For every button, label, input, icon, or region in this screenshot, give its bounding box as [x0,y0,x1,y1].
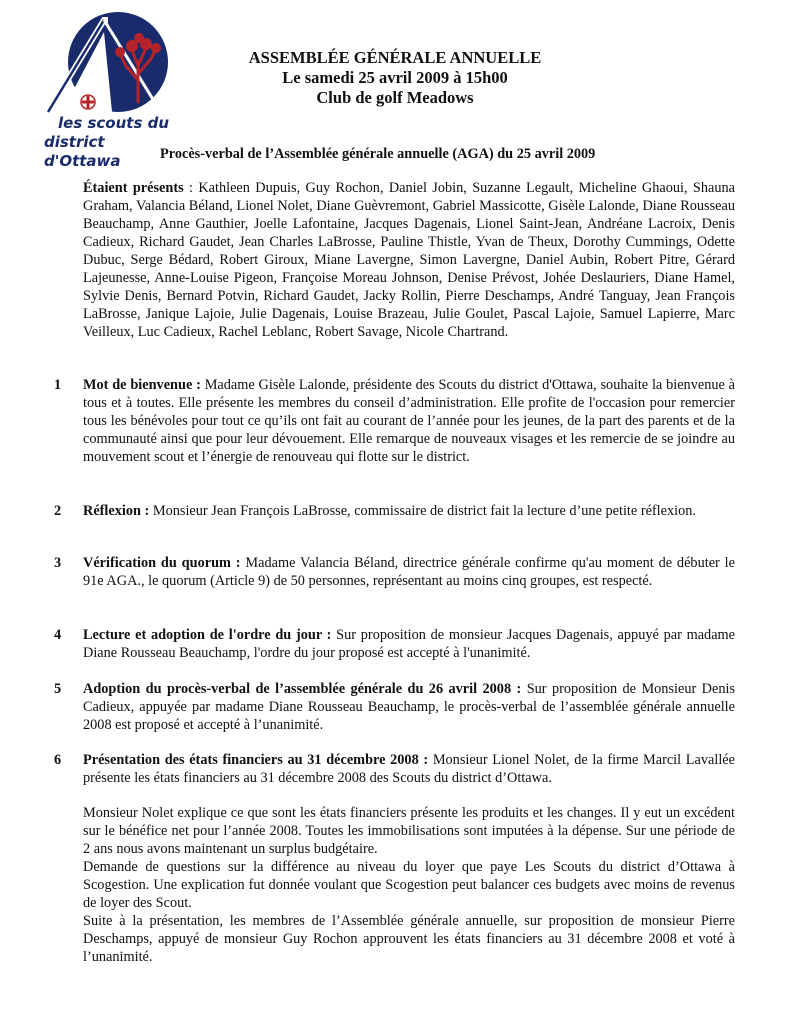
item-heading: Réflexion : [83,503,150,519]
item-text: Monsieur Lionel Nolet, de la firme Marcil Lavallée présente les états financiers au 31 décembre 2008 des Scouts du district d’Ottawa. [83,752,735,786]
logo-line-2: district d'Ottawa [44,133,121,170]
header-line-2: Le samedi 25 avril 2009 à 15h00 [282,68,508,87]
item-number: 6 [54,752,62,768]
item-heading: Présentation des états financiers au 31 décembre 2008 : [83,752,429,768]
item-text: Madame Gisèle Lalonde, présidente des Scouts du district d'Ottawa, souhaite la bienvenue à tous et à toutes. Elle présente les membres du conseil d’administration. Elle profite de l'occasion pour remercier tous les bénévoles pour tout ce qu’ils ont fait au courant de l’année pour les jeunes, de la part des parents et de la communauté ainsi que pour leur dévouement. Elle remarque de nouveaux visages et les remercie de se joindre au mouvement scout et l’énergie de renouveau qui flotte sur le district. [83,377,735,465]
item-heading: Vérification du quorum : [83,555,241,571]
item-heading: Adoption du procès-verbal de l’assemblée générale du 26 avril 2008 : [83,681,522,697]
attendees-paragraph [83,179,735,341]
agenda-item [54,626,735,662]
attendees-list: : Kathleen Dupuis, Guy Rochon, Daniel Jobin, Suzanne Legault, Micheline Ghaoui, Shauna Graham, Valancia Béland, Lionel Nolet, Diane Guèvremont, Gabriel Massicotte, Gisèle Lalonde, Diane Rousseau Beauchamp, Anne Gauthier, Joelle Lafontaine, Jacques Dagenais, Lionel Saint-Jean, Andréane Lacroix, Denis Cadieux, Richard Gaudet, Jean Charles LaBrosse, Pauline Thistle, Yvan de Theux, Dorothy Cummings, Odette Dubuc, Serge Bédard, Robert Giroux, Miane Lavergne, Simon Lavergne, Daniel Aubin, Robert Pitre, Gérard Lajeunesse, Anne-Louise Pigeon, Françoise Moreau Johnson, Denise Prévost, Johée Deslauriers, Diane Hamel, Sylvie Denis, Bernard Potvin, Richard Gaudet, Jacky Rollin, Pierre Deschamps, André Tanguay, Jean François LaBrosse, Janique Lajoie, Julie Dagenais, Louise Brazeau, Julie Goulet, Pascal Lajoie, Samuel Lapierre, Marc Veilleux, Luc Cadieux, Rachel Leblanc, Robert Savage, Nicole Chartrand. [83,180,735,340]
rent-question: Demande de questions sur la différence au niveau du loyer que paye Les Scouts du district d’Ottawa à Scogestion. Une explication fut donnée voulant que Scogestion peut balancer ces budgets avec moins de revenus de loyer des Scout. [83,859,735,911]
agenda-item [54,502,735,520]
financials-explanation: Monsieur Nolet explique ce que sont les états financiers présente les produits et les changes. Il y eut un excédent sur le bénéfice net pour l’année 2008. Toutes les immobilisations sont imputées à la dépense. Sur une période de 2 ans nous avons maintenant un surplus budgétaire. [83,805,735,857]
district-logo [42,10,172,170]
document-header [215,48,575,108]
agenda-item [54,680,735,734]
item-text: Monsieur Jean François LaBrosse, commissaire de district fait la lecture d’une petite réflexion. [149,503,696,519]
financials-approval: Suite à la présentation, les membres de l’Assemblée générale annuelle, sur proposition de monsieur Pierre Deschamps, appuyé de monsieur Guy Rochon approuvent les états financiers au 31 décembre 2008 et voté à l’unanimité. [83,913,735,965]
item-number: 3 [54,555,62,571]
item-number: 5 [54,681,62,697]
agenda-item [54,376,735,466]
item-heading: Mot de bienvenue : [83,377,201,393]
header-line-1: ASSEMBLÉE GÉNÉRALE ANNUELLE [248,48,542,67]
header-line-3: Club de golf Meadows [316,88,474,107]
attendees-label: Étaient présents [83,180,184,196]
item-text: Sur proposition de Monsieur Denis Cadieux, appuyée par madame Diane Rousseau Beauchamp, le procès-verbal de l’assemblée générale annuelle 2008 est proposé et accepté à l’unanimité. [83,681,736,733]
minutes-title: Procès-verbal de l’Assemblée générale annuelle (AGA) du 25 avril 2009 [160,146,596,162]
scout-tent-tree-emblem [42,10,172,120]
item-number: 1 [54,377,62,393]
item-number: 2 [54,503,62,519]
cross-emblem-icon [81,95,95,109]
item-text: Sur proposition de monsieur Jacques Dagenais, appuyé par madame Diane Rousseau Beauchamp, l'ordre du jour proposé est accepté à l'unanimité. [83,627,735,661]
agenda-item [54,751,735,787]
agenda-item [54,554,735,590]
logo-line-1: les scouts du [58,114,170,132]
item-number: 4 [54,627,62,643]
item-heading: Lecture et adoption de l'ordre du jour : [83,627,332,643]
item-text: Madame Valancia Béland, directrice générale confirme qu'au moment de débuter le 91e AGA., le quorum (Article 9) de 50 personnes, représentant au moins cinq groupes, est respecté. [83,555,735,589]
